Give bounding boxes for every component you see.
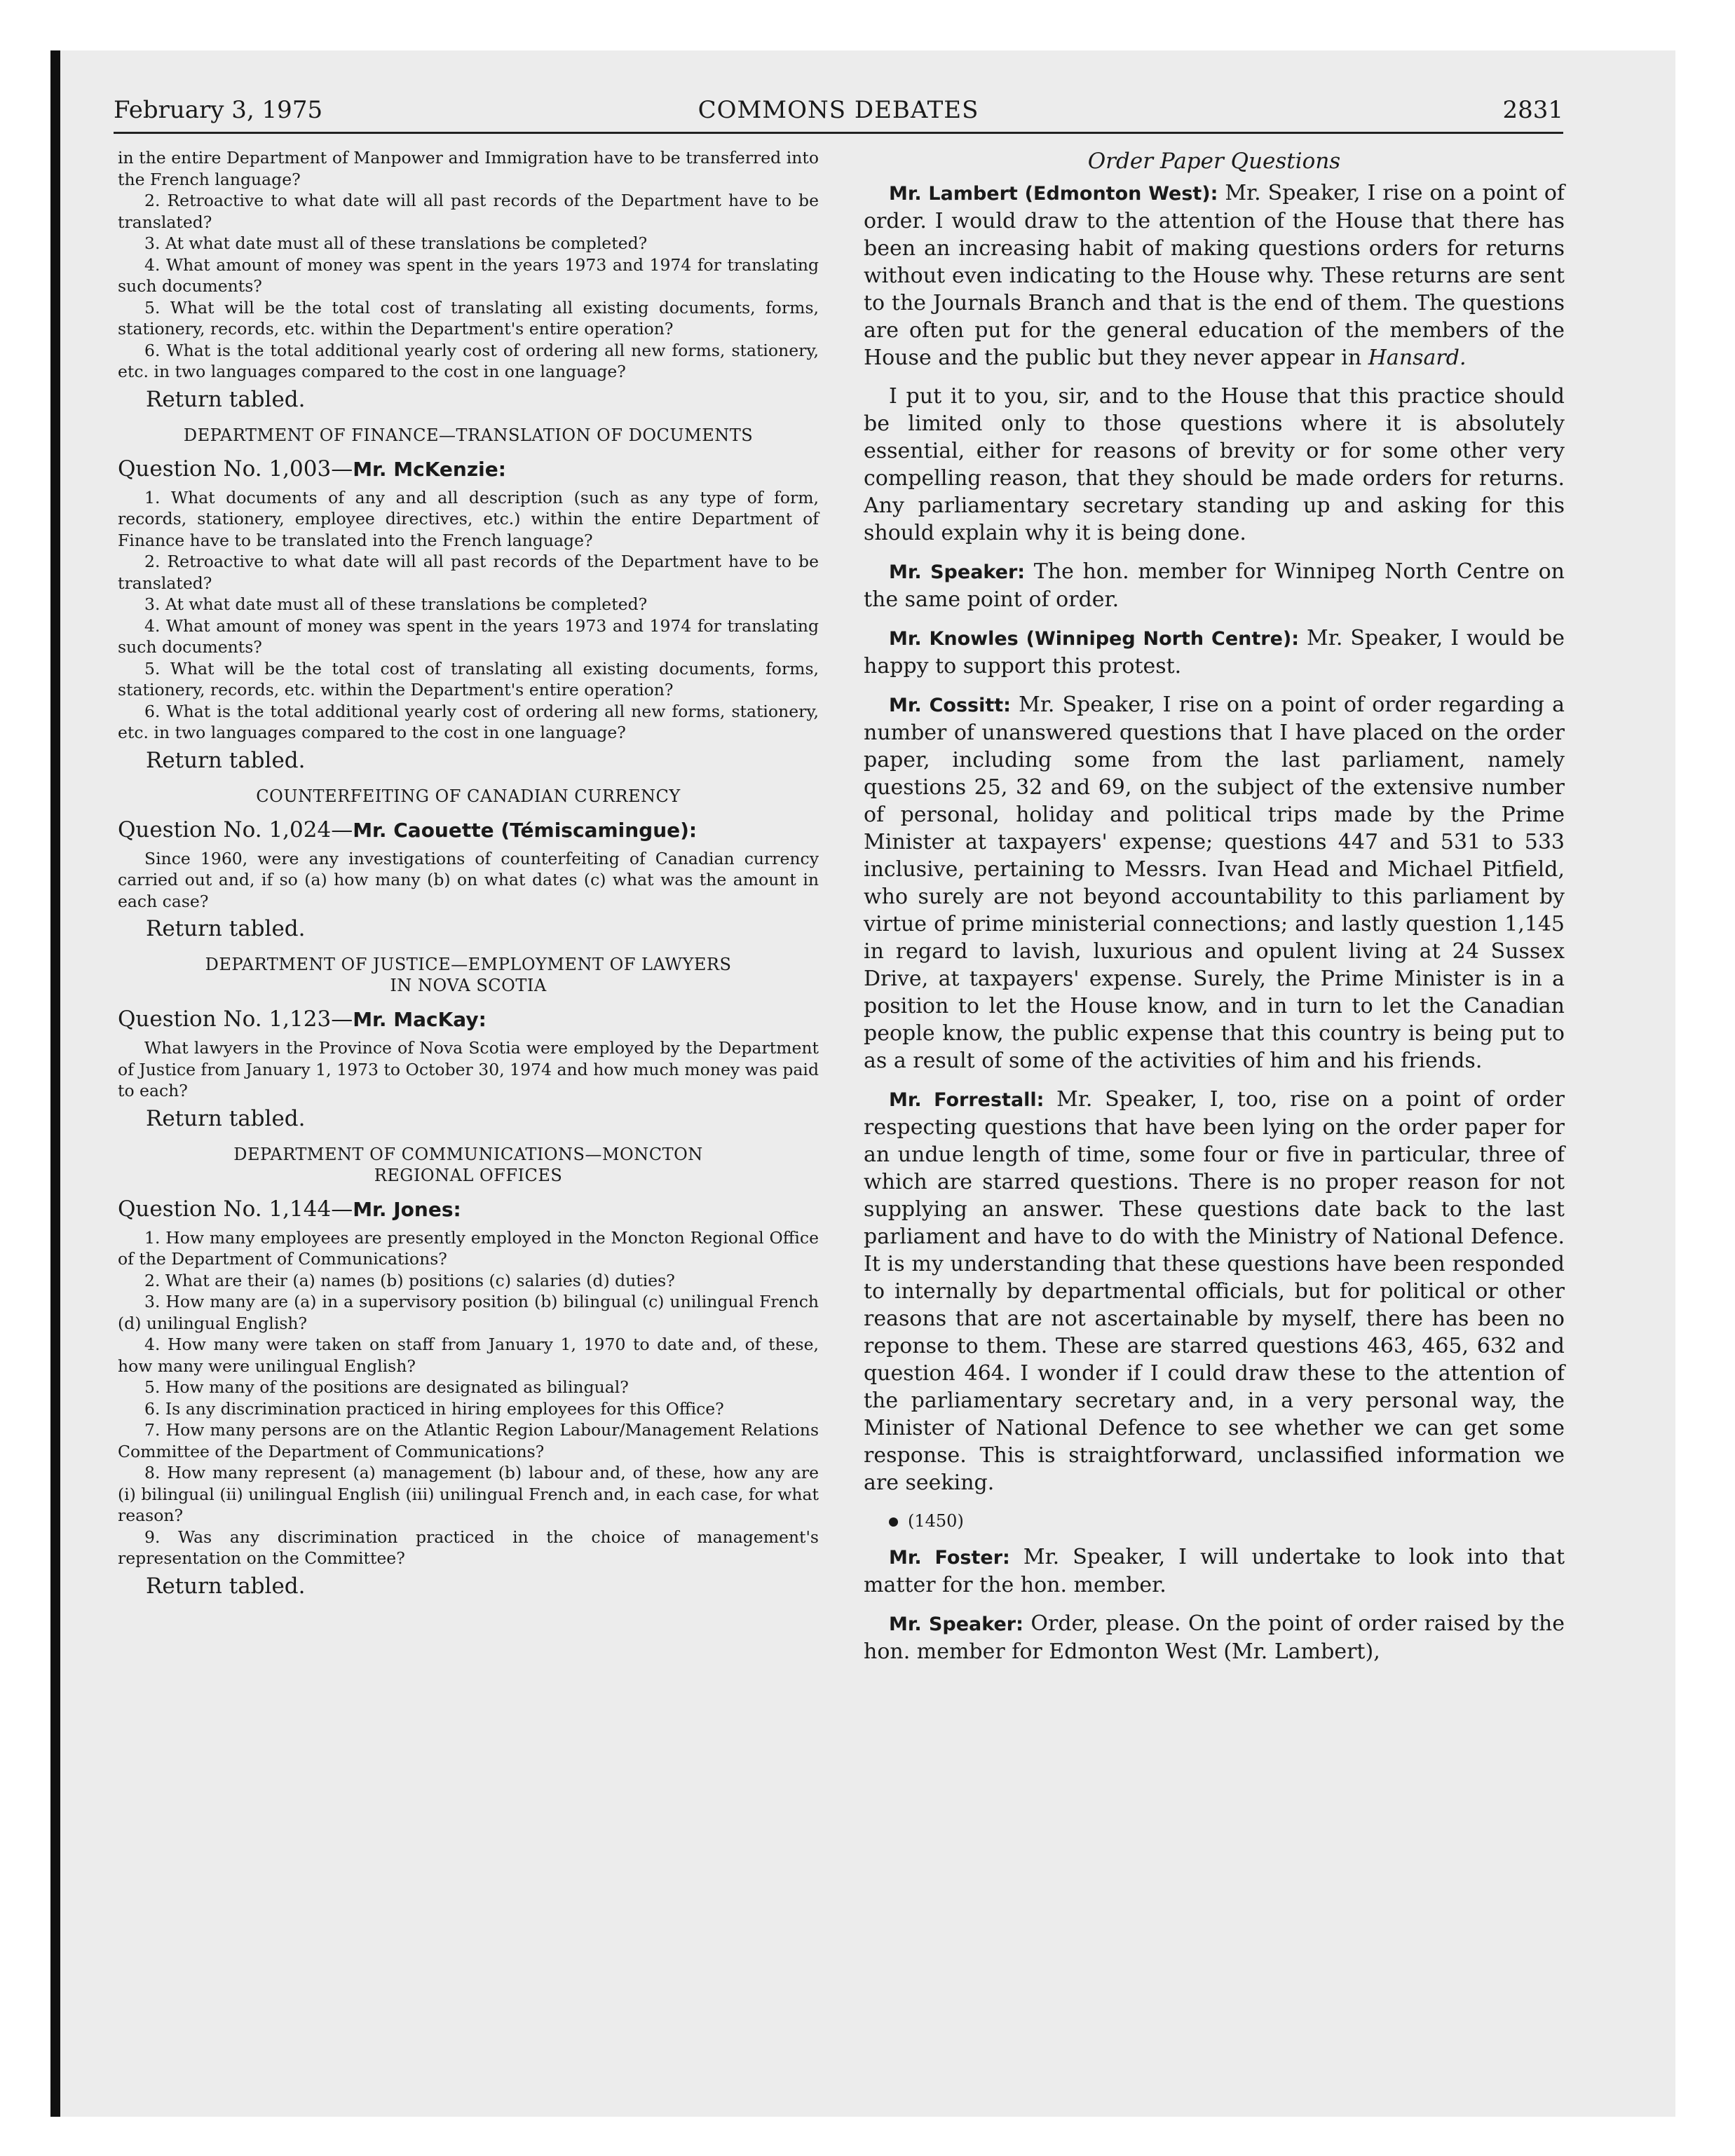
question-member: Mr. Caouette (Témiscamingue): xyxy=(353,818,698,842)
speaker-name: Mr. Speaker: xyxy=(889,1613,1023,1635)
question-line: 3. At what date must all of these translations be completed? xyxy=(144,233,648,253)
section-heading-line: DEPARTMENT OF COMMUNICATIONS—MONCTON xyxy=(233,1144,703,1164)
debate-paragraph xyxy=(864,179,1565,371)
speech-text: Mr. Speaker, I rise on a point of order regarding a number of unanswered questions that I have placed on the order paper, including some from the last parliament, namely questions 25, 32 and 69, on the subject of the extensive number of personal, holiday and political trips made by the Prime Minister at taxpayers' expense; questions 447 and 531 to 533 inclusive, pertaining to Messrs. Ivan Head and Michael Pitfield, who surely are not beyond accountability to this parliament by virtue of prime ministerial connections; and lastly question 1,145 in regard to lavish, luxurious and opulent living at 24 Sussex Drive, at taxpayers' expense. Surely, the Prime Minister is in a position to let the House know, and in turn to let the Canadian people know, the public expense that this country is being put to as a result of some of the activities of him and his friends. xyxy=(864,692,1565,1073)
bullet-icon xyxy=(889,1517,898,1527)
question-number: Question No. 1,144— xyxy=(118,1196,353,1222)
question-line: 1. How many employees are presently employed in the Moncton Regional Office of the Department of Communications? xyxy=(118,1227,819,1269)
time-marker xyxy=(889,1508,1565,1535)
question-line: 6. What is the total additional yearly cost of ordering all new forms, stationery, etc. in two languages compared to the cost in one language? xyxy=(118,701,819,742)
section-heading-line: DEPARTMENT OF JUSTICE—EMPLOYMENT OF LAWYERS xyxy=(205,955,732,974)
debate-paragraph xyxy=(864,691,1565,1074)
header-date: February 3, 1975 xyxy=(114,96,323,124)
question-line: 6. What is the total additional yearly cost of ordering all new forms, stationery, etc. in two languages compared to the cost in one language? xyxy=(118,340,819,381)
debate-paragraph xyxy=(864,558,1565,613)
left-column xyxy=(118,147,819,1611)
header-title: COMMONS DEBATES xyxy=(698,96,979,124)
question-line: 7. How many persons are on the Atlantic Region Labour/Management Relations Committee of the Department of Communications? xyxy=(118,1420,819,1461)
question-heading xyxy=(118,454,819,484)
question-member: Mr. MacKay: xyxy=(353,1008,487,1031)
debate-paragraph xyxy=(864,1086,1565,1496)
question-line: 2. Retroactive to what date will all past records of the Department have to be translated? xyxy=(118,191,819,232)
debate-paragraph: I put it to you, sir, and to the House that this practice should be limited only to those questions where it is absolutely essential, either for reasons of brevity or for some other very compelling reason, that they should be made orders for returns. Any parliamentary secretary standing up and asking for this should explain why it is being done. xyxy=(864,384,1565,545)
speaker-name: Mr. Lambert (Edmonton West): xyxy=(889,183,1218,205)
speaker-name: Mr. Foster: xyxy=(889,1547,1010,1569)
question-number: Question No. 1,123— xyxy=(118,1007,353,1032)
speech-text: Mr. Speaker, I rise on a point of order. I would draw to the attention of the House that there has been an increasing habit of making questions orders for returns without even indicating to the House why. These returns are sent to the Journals Branch and that is the end of them. The questions are often put for the general education of the members of the House and the public but they never appear in xyxy=(864,181,1565,370)
question-line: 2. Retroactive to what date will all past records of the Department have to be translated? xyxy=(118,552,819,593)
return-tabled: Return tabled. xyxy=(146,1573,306,1599)
speech-text: The hon. member for Winnipeg North Centre on the same point of order. xyxy=(864,559,1565,612)
debate-paragraph xyxy=(864,625,1565,680)
section-heading-line: IN NOVA SCOTIA xyxy=(390,976,547,995)
question-line: What lawyers in the Province of Nova Scotia were employed by the Department of Justice from January 1, 1973 to October 30, 1974 and how much money was paid to each? xyxy=(118,1038,819,1100)
speaker-name: Mr. Speaker: xyxy=(889,561,1026,583)
return-tabled: Return tabled. xyxy=(146,747,306,773)
question-line: 9. Was any discrimination practiced in the choice of management's representation on the Committee? xyxy=(118,1527,819,1568)
header-page-number: 2831 xyxy=(1502,96,1563,124)
question-line: Since 1960, were any investigations of counterfeiting of Canadian currency carried out and, if so (a) how many (b) on what dates (c) what was the amount in each case? xyxy=(118,848,819,911)
question-line: 3. How many are (a) in a supervisory position (b) bilingual (c) unilingual French (d) unilingual English? xyxy=(118,1292,819,1333)
speech-text: Mr. Speaker, I will undertake to look into that matter for the hon. member. xyxy=(864,1545,1565,1597)
right-column xyxy=(864,147,1565,1677)
question-heading xyxy=(118,1194,819,1224)
question-member: Mr. Jones: xyxy=(353,1197,461,1221)
speech-text: Order, please. On the point of order raised by the hon. member for Edmonton West (Mr. Lambert), xyxy=(864,1611,1565,1664)
question-line: 3. At what date must all of these translations be completed? xyxy=(144,594,648,614)
speaker-name: Mr. Forrestall: xyxy=(889,1089,1045,1111)
question-heading xyxy=(118,815,819,845)
question-line: 4. How many were taken on staff from January 1, 1970 to date and, of these, how many were unilingual English? xyxy=(118,1335,819,1376)
question-line: in the entire Department of Manpower and Immigration have to be transferred into the French language? xyxy=(118,148,819,189)
question-line: 8. How many represent (a) management (b) labour and, of these, how any are (i) bilingual (ii) unilingual English (iii) unilingual French and, in each case, for what reason? xyxy=(118,1463,819,1525)
section-heading xyxy=(118,954,819,996)
section-heading xyxy=(118,1144,819,1186)
question-line: 4. What amount of money was spent in the years 1973 and 1974 for translating such documents? xyxy=(118,615,819,657)
time-marker-text: (1450) xyxy=(908,1511,964,1531)
section-heading: DEPARTMENT OF FINANCE—TRANSLATION OF DOCUMENTS xyxy=(183,425,754,445)
section-heading: COUNTERFEITING OF CANADIAN CURRENCY xyxy=(256,786,681,806)
column-heading: Order Paper Questions xyxy=(1087,149,1341,174)
question-number: Question No. 1,024— xyxy=(118,817,353,842)
question-line: 5. How many of the positions are designated as bilingual? xyxy=(144,1377,629,1397)
page-header xyxy=(114,90,1563,130)
return-tabled: Return tabled. xyxy=(146,1105,306,1131)
speech-text: Mr. Speaker, I, too, rise on a point of order respecting questions that have been lying on the order paper for an undue length of time, some four or five in particular, three of which are starred questions. There is no proper reason for not supplying an answer. These questions date back to the last parliament and have to do with the Ministry of National Defence. It is my understanding that these questions have been responded to internally by departmental officials, but for political or other reasons that are not ascertainable by myself, there has been no reponse to them. These are starred questions 463, 465, 632 and question 464. I wonder if I could draw these to the attention of the parliamentary secretary and, in a very personal way, the Minister of National Defence to see whether we can get some response. This is straightforward, unclassified information we are seeking. xyxy=(864,1087,1565,1495)
question-line: 5. What will be the total cost of translating all existing documents, forms, stationery, records, etc. within the Department's entire operation? xyxy=(118,658,819,700)
speaker-name: Mr. Knowles (Winnipeg North Centre): xyxy=(889,628,1300,650)
return-tabled: Return tabled. xyxy=(146,916,306,941)
speech-text: Mr. Speaker, I would be happy to support this protest. xyxy=(864,626,1565,678)
question-line: 4. What amount of money was spent in the years 1973 and 1974 for translating such documents? xyxy=(118,254,819,296)
section-heading-line: REGIONAL OFFICES xyxy=(374,1165,563,1185)
question-line: 6. Is any discrimination practiced in hiring employees for this Office? xyxy=(144,1398,724,1419)
question-line: 1. What documents of any and all description (such as any type of form, records, stationery, employee directives, etc.) within the entire Department of Finance have to be translated into the French language? xyxy=(118,487,819,550)
question-line: 2. What are their (a) names (b) positions (c) salaries (d) duties? xyxy=(144,1270,675,1290)
question-number: Question No. 1,003— xyxy=(118,456,353,482)
debate-paragraph xyxy=(864,1543,1565,1599)
question-member: Mr. McKenzie: xyxy=(353,457,506,481)
question-line: 5. What will be the total cost of translating all existing documents, forms, stationery, records, etc. within the Department's entire operation? xyxy=(118,297,819,339)
speaker-name: Mr. Cossitt: xyxy=(889,695,1011,716)
header-rule xyxy=(114,132,1563,134)
speech-italic: Hansard. xyxy=(1368,346,1467,370)
return-tabled: Return tabled. xyxy=(146,386,306,412)
debate-paragraph xyxy=(864,1610,1565,1665)
question-heading xyxy=(118,1004,819,1035)
